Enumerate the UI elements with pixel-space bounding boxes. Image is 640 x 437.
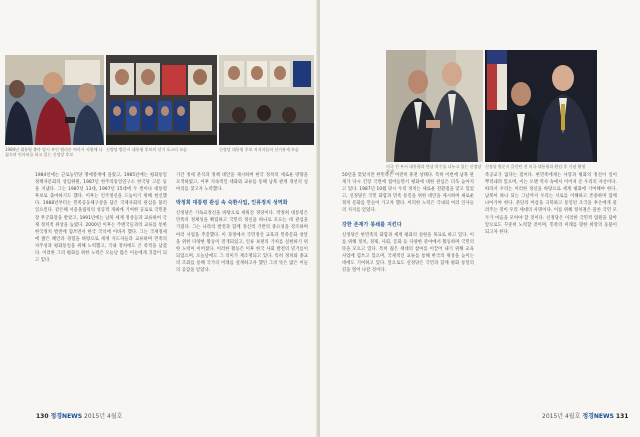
right-page-number: 131 — [615, 413, 629, 420]
left-section-heading: 박정희 대통령 관심 속 숙환사업, 인류정치 성역화 — [176, 200, 288, 207]
photo-posters-image — [106, 55, 217, 145]
photo-interview — [5, 55, 104, 145]
right-column-3 — [342, 172, 474, 410]
right-footer-issue: 2015년 4월호 — [542, 413, 581, 420]
caption-photo-bush: 미국 전 부시 대통령과 만남 악수를 나누고 있는 신정당 총재 — [386, 164, 482, 174]
right-column-4-paragraph: 족공교가 없다는 점이다. 한민족에게는 사랑과 평화의 정신이 깊이 뿌리내려 있으며, 이는 오랜 역사 속에서 이어져 온 우리의 자산이다. 따라서 우리는 이러한 정신을 바탕으로 세계 평화에 기여해야 한다. 남북이 하나 되는 그날까지 우리는 서로를 이해하고 존중하며 함께 나아가야 한다. 분단의 아픔을 극복하고 통일된 조국을 후손에게 물려주는 것이 우리 세대의 사명이다. 이를 위해 정치권은 물론 국민 모두가 마음을 모아야 할 것이다. 신정당은 이러한 국민적 염원을 담아 앞으로도 꾸준히 노력할 것이며, 민족의 미래를 향한 희망의 등불이 되고자 한다. — [485, 173, 617, 235]
right-column-3-paragraph: 신정당은 한민족의 화합과 세계 평화의 실현을 목표로 하고 있다. 이를 위해 정치, 경제, 사회, 문화 등 다양한 분야에서 활동하며 국민의 뜻을 모으고 있다. 특히 젊은 세대의 참여를 이끌어 내기 위해 교육 사업에 힘쓰고 있으며, 국제적인 교류를 통해 한국의 위상을 높이는 데에도 기여하고 있다. 앞으로도 신정당은 국민과 함께 평화 통일의 길을 열어 나갈 것이다. — [342, 232, 474, 274]
photo-rally-image — [219, 55, 314, 145]
photo-bush-meeting-image — [386, 50, 483, 162]
right-section-heading: 강한 존재가 봉쇄를 지킨다 — [342, 221, 402, 228]
caption-photo-posters: 신정당 방문시 대통령 후보의 선거 포스터 모습 — [106, 147, 188, 152]
caption-photo-rally: 신정당 대통령 후보 지지자들의 선거유세 모습 — [219, 147, 299, 152]
left-footer-issue: 2015년 4월호 — [84, 413, 123, 420]
left-column-2-paragraph: 신정당은 기독교정신을 바탕으로 세워진 정당이다. 박정희 대통령은 민족의 정체성을 확립하고 국민의 정신을 하나로 모으는 데 관심을 가졌다. 그는 나라의 발전과 함께 정신적 기반의 중요성을 강조하며 여러 사업을 추진했다. 이 과정에서 국민정신 교육과 민족문화 창달을 위한 다양한 활동이 전개되었고, 인류 보편의 가치를 실현하기 위한 노력이 이어졌다. 이러한 활동은 이후 한국 사회 발전의 밑거름이 되었으며, 오늘날에도 그 의미가 재조명되고 있다. 특히 정치와 종교의 조화를 통해 국가의 미래를 설계하고자 했던 그의 뜻은 많은 이들의 공감을 얻었다. — [176, 211, 308, 274]
right-footer — [542, 413, 628, 421]
photo-interview-image — [5, 55, 104, 145]
left-column-1-paragraph: 1984년에는 근로농민당 명예총재에 올랐고, 1985년에는 평화통일정책자문회의 상임위원, 1987년 한주의통일연구소 한국당 고문 등을 지냈다. 그는 1987년 13대, 1997년 15대에 두 번이나 대통령 후보로 출마하기도 했다. 이후는 인주정신을 드높이기 위해 헌신했다. 1988년부터는 민족공동체구상을 담은 국제사회의 관심을 불러일으킨다. 같은해 서울올림픽의 성공적 개최에 기여한 공로로 국민훈장 무궁화장을 받았고, 1991년에는 남북 세계 정상들과 교류하여 국제 정치적 위상을 높였다. 2000년 이후는 주변국들과의 교류를 통한 한국정치 발전에 힘쓰면서 한국 국익에 이바지 했다. 그는 국제정세에 밝은 혜안과 경험을 바탕으로 세계 지도자들과 교류하며 민족의 자주성과 평화통일을 위해 노력했고, 국내 정치에도 큰 족적을 남겼다. 이러한 그의 평화를 위한 노력은 오늘날 많은 이들에게 귀감이 되고 있다. — [35, 173, 167, 264]
right-column-3-intro: 50년을 맞았지만 한민족은 여전히 휴전 상태다. 특히 이번에 남북 관계가 다시 긴장 국면에 접어들면서 평화에 대한 관심은 더욱 높아지고 있다. 1987년 10월 당시 우리 정치는 새로운 전환점을 맞고 있었고, 신정당은 국민 화합과 민족 통일을 위한 대안을 제시하며 새로운 정치 문화를 만들어 가고자 했다. 이러한 노력은 국내외 여러 인사들의 지지를 얻었다. — [342, 173, 474, 214]
photo-bush-meeting — [386, 50, 483, 162]
left-page — [0, 0, 318, 437]
photo-clinton-meeting-image — [485, 50, 597, 162]
left-footer-brand: 정경NEWS — [50, 413, 83, 420]
left-column-2 — [176, 172, 308, 410]
photo-rally — [219, 55, 314, 145]
left-column-1 — [35, 172, 167, 410]
right-column-4 — [485, 172, 617, 410]
left-page-number: 130 — [36, 413, 49, 420]
caption-photo-interview: 1984년 대통령 출마 당시 부인 앨리슨 여사가 지원에 나섰으며 인터뷰를 하고 있는 신정당 후보 — [5, 147, 103, 157]
photo-clinton-meeting — [485, 50, 597, 162]
right-page — [320, 0, 640, 437]
left-footer — [36, 413, 122, 421]
right-footer-brand: 정경NEWS — [582, 413, 614, 420]
caption-photo-clinton: 신정당 방문시 클린턴 전 미국 대통령과 환담 후 기념 촬영 — [485, 164, 586, 169]
left-column-2-intro: 기간 정세 분석과 정책 대안을 제시하며 한국 정치의 새로운 방향을 모색하였고, 이후 지속적인 대화와 교류를 통해 남북 관계 개선의 실마리를 찾고자 노력했다. — [176, 173, 308, 193]
photo-posters — [106, 55, 217, 145]
